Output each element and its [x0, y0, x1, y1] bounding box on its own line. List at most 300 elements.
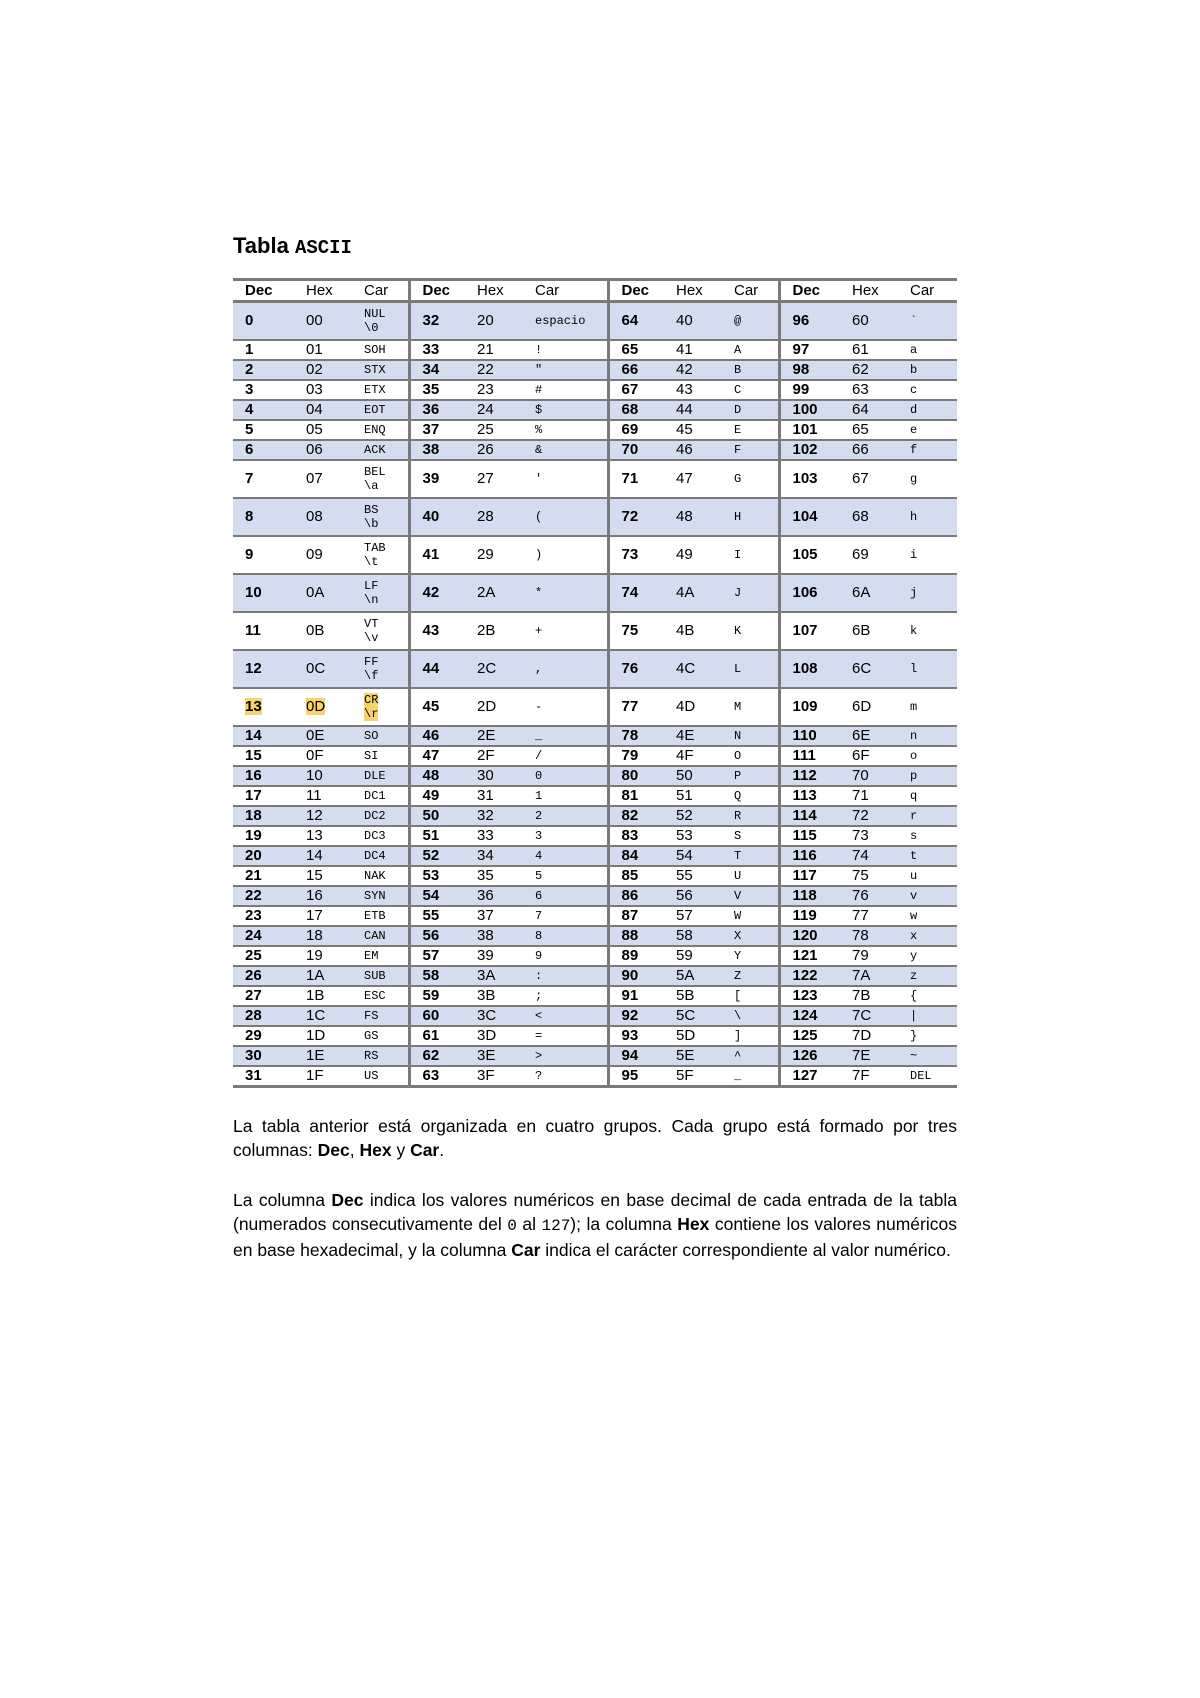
cell-dec-value: 16 — [245, 767, 262, 784]
cell-dec-value: 82 — [621, 807, 639, 824]
para2-text-5: contiene los valores numéricos en base hexadecimal, y la columna — [233, 1214, 957, 1260]
cell-dec-value: 104 — [792, 508, 818, 525]
cell-hex — [840, 440, 898, 460]
cell-hex — [664, 886, 722, 906]
cell-hex — [664, 786, 722, 806]
cell-hex-value: 4E — [676, 727, 695, 744]
cell-hex-value: 43 — [676, 381, 693, 398]
table-row — [233, 986, 957, 1006]
cell-hex-value: 0A — [306, 584, 325, 601]
cell-hex — [840, 612, 898, 650]
table-row — [233, 1066, 957, 1087]
cell-hex-value: 19 — [306, 947, 323, 964]
cell-hex — [294, 420, 352, 440]
cell-car — [523, 1066, 608, 1087]
cell-car — [352, 866, 409, 886]
cell-dec — [409, 650, 465, 688]
para1-text-4: . — [439, 1140, 445, 1160]
cell-car-value: Y — [734, 949, 742, 963]
cell-car-value: F — [734, 443, 742, 457]
cell-hex-value: 31 — [477, 787, 494, 804]
para1-bold-hex: Hex — [359, 1140, 392, 1160]
cell-car-value: _ — [734, 1069, 742, 1083]
cell-hex-value: 12 — [306, 807, 323, 824]
cell-dec — [409, 886, 465, 906]
cell-hex — [465, 926, 523, 946]
cell-dec — [409, 986, 465, 1006]
cell-hex-value: 24 — [477, 401, 494, 418]
table-row — [233, 886, 957, 906]
cell-dec-value: 122 — [792, 967, 818, 984]
cell-dec-value: 30 — [245, 1047, 262, 1064]
cell-dec-value: 81 — [621, 787, 639, 804]
cell-dec-value: 25 — [245, 947, 262, 964]
cell-car-value: e — [910, 423, 918, 437]
cell-hex — [840, 986, 898, 1006]
column-header-dec: Dec — [233, 280, 294, 302]
cell-hex — [664, 866, 722, 886]
cell-dec — [233, 866, 294, 886]
table-row — [233, 440, 957, 460]
column-header-hex: Hex — [840, 280, 898, 302]
cell-hex — [465, 1006, 523, 1026]
cell-car — [523, 966, 608, 986]
table-row — [233, 1026, 957, 1046]
cell-hex-value: 4B — [676, 622, 695, 639]
cell-dec — [779, 1026, 840, 1046]
cell-dec-value: 34 — [422, 361, 440, 378]
cell-car — [722, 966, 779, 986]
cell-hex-value: 55 — [676, 867, 693, 884]
cell-dec-value: 10 — [245, 584, 262, 601]
cell-hex-value: 5D — [676, 1027, 696, 1044]
cell-car-value: _ — [535, 729, 543, 743]
cell-dec — [608, 826, 664, 846]
cell-dec-value: 70 — [621, 441, 639, 458]
cell-hex — [664, 612, 722, 650]
cell-dec-value: 8 — [245, 508, 254, 525]
cell-hex-value: 14 — [306, 847, 323, 864]
cell-hex-value: 4C — [676, 660, 696, 677]
cell-dec-value: 49 — [422, 787, 440, 804]
cell-hex-value: 64 — [852, 401, 869, 418]
cell-dec — [233, 420, 294, 440]
cell-car-value: US — [364, 1069, 379, 1083]
cell-car — [352, 1006, 409, 1026]
cell-dec-value: 13 — [245, 698, 262, 715]
cell-dec-value: 73 — [621, 546, 639, 563]
cell-dec — [409, 460, 465, 498]
cell-hex — [664, 926, 722, 946]
cell-dec-value: 50 — [422, 807, 440, 824]
cell-car-value: l — [910, 662, 918, 676]
cell-dec — [233, 460, 294, 498]
cell-dec-value: 90 — [621, 967, 639, 984]
cell-car-value: N — [734, 729, 742, 743]
cell-hex-value: 23 — [477, 381, 494, 398]
cell-dec-value: 125 — [792, 1027, 818, 1044]
cell-hex-value: 37 — [477, 907, 494, 924]
cell-dec-value: 87 — [621, 907, 639, 924]
cell-car-value: VT \v — [364, 617, 379, 645]
cell-car — [352, 1026, 409, 1046]
cell-hex — [294, 926, 352, 946]
cell-hex — [294, 986, 352, 1006]
cell-hex — [465, 826, 523, 846]
cell-car — [523, 986, 608, 1006]
cell-hex-value: 6E — [852, 727, 871, 744]
para2-bold-car: Car — [511, 1240, 541, 1260]
cell-dec — [409, 498, 465, 536]
cell-car-value: & — [535, 443, 543, 457]
cell-car — [352, 1066, 409, 1087]
cell-car — [722, 498, 779, 536]
cell-car — [523, 340, 608, 360]
cell-car — [898, 766, 957, 786]
column-header-car: Car — [523, 280, 608, 302]
cell-hex-value: 44 — [676, 401, 693, 418]
cell-hex-value: 2A — [477, 584, 496, 601]
cell-dec-value: 35 — [422, 381, 440, 398]
cell-car — [722, 886, 779, 906]
cell-hex-value: 33 — [477, 827, 494, 844]
para1-text-2: , — [349, 1140, 360, 1160]
table-row — [233, 1006, 957, 1026]
cell-dec — [409, 420, 465, 440]
cell-car-value: 4 — [535, 849, 543, 863]
cell-car — [722, 806, 779, 826]
cell-car-value: EM — [364, 949, 379, 963]
cell-hex-value: 08 — [306, 508, 323, 525]
cell-car-value: Q — [734, 789, 742, 803]
cell-hex-value: 00 — [306, 312, 323, 329]
cell-car — [523, 650, 608, 688]
cell-hex-value: 6D — [852, 698, 872, 715]
cell-hex-value: 7B — [852, 987, 871, 1004]
cell-car-value: % — [535, 423, 543, 437]
cell-hex-value: 3C — [477, 1007, 497, 1024]
cell-car — [352, 302, 409, 341]
cell-hex-value: 0C — [306, 660, 326, 677]
cell-car-value: ) — [535, 548, 543, 562]
cell-hex — [664, 650, 722, 688]
table-row — [233, 302, 957, 341]
cell-dec — [409, 746, 465, 766]
cell-hex — [294, 574, 352, 612]
cell-dec-value: 39 — [422, 470, 440, 487]
column-header-hex: Hex — [664, 280, 722, 302]
column-header-hex: Hex — [294, 280, 352, 302]
cell-car-value: BS \b — [364, 503, 379, 531]
cell-hex-value: 59 — [676, 947, 693, 964]
cell-dec-value: 105 — [792, 546, 818, 563]
cell-hex-value: 2B — [477, 622, 496, 639]
cell-car — [722, 746, 779, 766]
cell-car-value: L — [734, 662, 742, 676]
cell-dec — [608, 1066, 664, 1087]
cell-dec-value: 85 — [621, 867, 639, 884]
cell-dec-value: 109 — [792, 698, 818, 715]
cell-dec-value: 86 — [621, 887, 639, 904]
cell-car-value: espacio — [535, 314, 586, 328]
para1-bold-car: Car — [410, 1140, 440, 1160]
cell-hex — [294, 1046, 352, 1066]
cell-dec-value: 95 — [621, 1067, 639, 1084]
cell-car — [352, 380, 409, 400]
cell-car-value: 7 — [535, 909, 543, 923]
cell-hex-value: 52 — [676, 807, 693, 824]
cell-car — [898, 380, 957, 400]
cell-car — [523, 360, 608, 380]
cell-dec-value: 20 — [245, 847, 262, 864]
page-title — [233, 232, 957, 260]
cell-dec-value: 23 — [245, 907, 262, 924]
para2-bold-hex: Hex — [677, 1214, 710, 1234]
cell-hex — [294, 612, 352, 650]
cell-dec — [409, 726, 465, 746]
cell-car-value: , — [535, 662, 543, 676]
cell-hex — [294, 846, 352, 866]
cell-dec — [779, 806, 840, 826]
cell-dec — [409, 966, 465, 986]
cell-hex-value: 0E — [306, 727, 325, 744]
cell-hex — [294, 866, 352, 886]
cell-car-value: NAK — [364, 869, 386, 883]
cell-dec-value: 108 — [792, 660, 818, 677]
cell-car — [898, 726, 957, 746]
cell-hex-value: 6B — [852, 622, 871, 639]
table-row — [233, 946, 957, 966]
cell-car-value: + — [535, 624, 543, 638]
cell-car-value: V — [734, 889, 742, 903]
cell-dec-value: 48 — [422, 767, 440, 784]
cell-hex — [840, 380, 898, 400]
cell-car-value: STX — [364, 363, 386, 377]
cell-dec — [409, 906, 465, 926]
cell-hex-value: 51 — [676, 787, 693, 804]
cell-hex — [294, 906, 352, 926]
cell-car-value: c — [910, 383, 918, 397]
cell-hex — [840, 536, 898, 574]
cell-car-value: 9 — [535, 949, 543, 963]
cell-hex-value: 09 — [306, 546, 323, 563]
para1-bold-dec: Dec — [317, 1140, 350, 1160]
cell-dec-value: 46 — [422, 727, 440, 744]
cell-car-value: FS — [364, 1009, 379, 1023]
cell-hex — [294, 1006, 352, 1026]
cell-car — [523, 420, 608, 440]
cell-hex — [664, 688, 722, 726]
cell-car-value: DC4 — [364, 849, 386, 863]
cell-car — [523, 846, 608, 866]
cell-hex-value: 6C — [852, 660, 872, 677]
paragraph-2 — [233, 1188, 957, 1262]
cell-hex-value: 4A — [676, 584, 695, 601]
cell-hex — [840, 946, 898, 966]
cell-dec — [779, 946, 840, 966]
cell-dec — [779, 1046, 840, 1066]
cell-hex — [840, 766, 898, 786]
cell-hex-value: 67 — [852, 470, 869, 487]
cell-car — [523, 688, 608, 726]
cell-car — [898, 400, 957, 420]
cell-dec — [779, 574, 840, 612]
cell-car-value: TAB \t — [364, 541, 386, 569]
cell-dec — [233, 1066, 294, 1087]
cell-dec-value: 43 — [422, 622, 440, 639]
cell-dec — [233, 726, 294, 746]
cell-hex-value: 56 — [676, 887, 693, 904]
cell-hex — [664, 806, 722, 826]
cell-dec — [233, 906, 294, 926]
cell-car — [352, 766, 409, 786]
cell-car-value: B — [734, 363, 742, 377]
cell-dec — [409, 536, 465, 574]
cell-car — [523, 806, 608, 826]
cell-car — [523, 302, 608, 341]
cell-dec — [779, 650, 840, 688]
cell-dec — [233, 786, 294, 806]
cell-hex — [840, 886, 898, 906]
cell-hex-value: 5E — [676, 1047, 695, 1064]
para1-text-1: La tabla anterior está organizada en cuatro grupos. Cada grupo está formado por tres columnas: — [233, 1116, 957, 1160]
cell-dec — [779, 420, 840, 440]
cell-hex-value: 2D — [477, 698, 497, 715]
cell-car-value: b — [910, 363, 918, 377]
cell-car-value: i — [910, 548, 918, 562]
cell-dec — [608, 1046, 664, 1066]
cell-dec-value: 51 — [422, 827, 440, 844]
cell-hex-value: 46 — [676, 441, 693, 458]
cell-dec-value: 75 — [621, 622, 639, 639]
cell-dec-value: 18 — [245, 807, 262, 824]
cell-car-value: f — [910, 443, 918, 457]
cell-hex-value: 53 — [676, 827, 693, 844]
cell-car-value: t — [910, 849, 918, 863]
cell-hex-value: 5C — [676, 1007, 696, 1024]
cell-dec — [779, 440, 840, 460]
cell-car-value: s — [910, 829, 918, 843]
cell-car-value: j — [910, 586, 918, 600]
column-header-car: Car — [352, 280, 409, 302]
cell-car-value: u — [910, 869, 918, 883]
cell-hex-value: 10 — [306, 767, 323, 784]
cell-dec-value: 117 — [792, 867, 817, 884]
cell-dec — [233, 574, 294, 612]
cell-hex — [294, 826, 352, 846]
cell-car-value: ] — [734, 1029, 742, 1043]
cell-car — [898, 886, 957, 906]
cell-car — [523, 1026, 608, 1046]
cell-car-value: W — [734, 909, 742, 923]
cell-dec-value: 9 — [245, 546, 254, 563]
cell-car-value: DLE — [364, 769, 386, 783]
cell-dec-value: 96 — [792, 312, 810, 329]
cell-hex — [840, 866, 898, 886]
cell-dec — [779, 612, 840, 650]
cell-car — [523, 1006, 608, 1026]
cell-car — [898, 650, 957, 688]
cell-hex — [465, 846, 523, 866]
cell-hex-value: 4D — [676, 698, 696, 715]
cell-hex — [664, 746, 722, 766]
cell-hex — [664, 726, 722, 746]
cell-car — [898, 826, 957, 846]
cell-dec — [233, 302, 294, 341]
cell-dec-value: 36 — [422, 401, 440, 418]
cell-dec-value: 127 — [792, 1067, 818, 1084]
cell-dec — [409, 380, 465, 400]
cell-dec-value: 124 — [792, 1007, 818, 1024]
cell-dec — [608, 420, 664, 440]
para2-text-1: La columna — [233, 1190, 332, 1210]
cell-dec — [779, 688, 840, 726]
cell-car — [898, 786, 957, 806]
cell-car-value: 0 — [535, 769, 543, 783]
table-row — [233, 906, 957, 926]
cell-dec-value: 74 — [621, 584, 639, 601]
cell-dec-value: 26 — [245, 967, 262, 984]
cell-car — [898, 806, 957, 826]
cell-dec-value: 40 — [422, 508, 440, 525]
cell-dec — [608, 746, 664, 766]
cell-car — [898, 966, 957, 986]
cell-car-value: 8 — [535, 929, 543, 943]
cell-car-value: ; — [535, 989, 543, 1003]
cell-dec-value: 99 — [792, 381, 810, 398]
cell-hex — [294, 380, 352, 400]
cell-car-value: 2 — [535, 809, 543, 823]
title-text: Tabla — [233, 233, 295, 258]
cell-car-value: SUB — [364, 969, 386, 983]
cell-dec — [608, 726, 664, 746]
cell-hex-value: 20 — [477, 312, 494, 329]
cell-hex — [465, 726, 523, 746]
cell-car-value: ACK — [364, 443, 386, 457]
cell-hex — [465, 986, 523, 1006]
cell-dec — [608, 498, 664, 536]
cell-hex-value: 5F — [676, 1067, 694, 1084]
cell-dec-value: 67 — [621, 381, 639, 398]
cell-dec-value: 11 — [245, 622, 261, 639]
cell-dec — [779, 986, 840, 1006]
cell-dec — [779, 866, 840, 886]
cell-hex-value: 57 — [676, 907, 693, 924]
cell-car — [898, 846, 957, 866]
cell-dec — [779, 966, 840, 986]
cell-hex-value: 79 — [852, 947, 869, 964]
cell-hex — [840, 826, 898, 846]
cell-dec — [233, 1046, 294, 1066]
cell-car-value: Z — [734, 969, 742, 983]
cell-hex — [840, 360, 898, 380]
cell-dec — [233, 766, 294, 786]
cell-car-value: J — [734, 586, 742, 600]
cell-hex — [465, 1026, 523, 1046]
cell-car — [352, 650, 409, 688]
cell-dec-value: 6 — [245, 441, 254, 458]
cell-dec-value: 14 — [245, 727, 262, 744]
cell-car — [352, 946, 409, 966]
table-row — [233, 766, 957, 786]
cell-hex-value: 2C — [477, 660, 497, 677]
cell-hex — [294, 536, 352, 574]
cell-car-value: SO — [364, 729, 379, 743]
cell-hex — [294, 886, 352, 906]
cell-car — [898, 688, 957, 726]
table-body — [233, 302, 957, 1087]
cell-dec-value: 56 — [422, 927, 440, 944]
